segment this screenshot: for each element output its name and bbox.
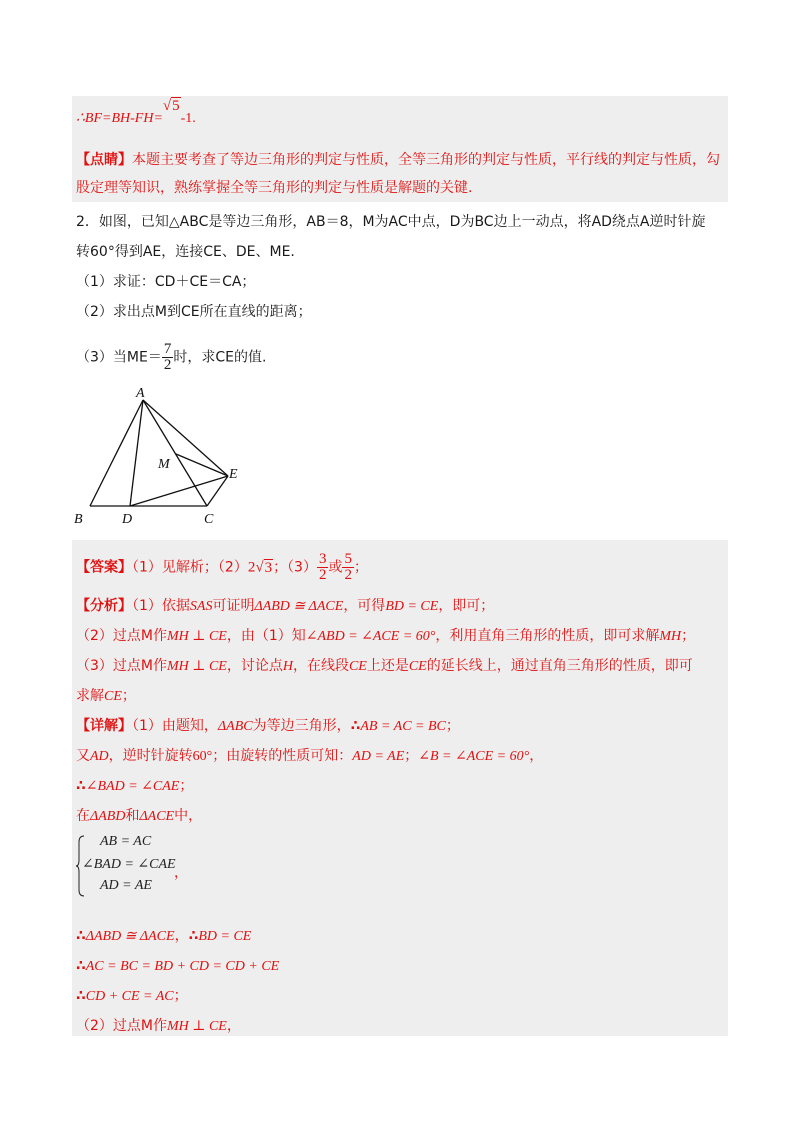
answer-part-1: （1）见解析；（2） <box>132 559 248 576</box>
segment-de <box>130 476 228 506</box>
fraction-three-halves: $\frac{3}{2}$ <box>318 551 327 583</box>
conclusion-suffix: -1. <box>180 111 196 126</box>
answer-part-2: ；（3） <box>273 559 317 576</box>
system-eq-1: AB = AC <box>100 834 152 849</box>
label-b: B <box>74 512 83 527</box>
label-m: M <box>158 457 170 472</box>
fraction-five-halves: $\frac{5}{2}$ <box>344 551 352 583</box>
answer-line <box>76 552 368 583</box>
comment-text-1: 本题主要考查了等边三角形的判定与性质，全等三角形的判定与性质，平行线的判定与性质，勾 <box>132 152 720 168</box>
detail-line-4: 在ΔABD和ΔACE中， <box>76 808 203 824</box>
question-2: （2）求出点M到CE所在直线的距离； <box>76 304 312 320</box>
system-end-comma: ， <box>174 865 188 881</box>
answer-or: 或 <box>328 559 343 576</box>
segment-ce <box>207 476 228 506</box>
question-3-prefix: （3）当ME＝ <box>76 349 162 366</box>
detail-line-6: ∴AC = BC = BD + CD = CD + CE <box>76 958 280 974</box>
analysis-line-2: （2）过点M作MH ⊥ CE，由（1）知∠ABD = ∠ACE = 60°，利用直角三角形的性质，即可求解MH； <box>76 628 696 644</box>
conclusion-prefix: ∴BF=BH-FH= <box>76 111 163 126</box>
comment-line-1 <box>76 150 720 170</box>
equation-system <box>76 834 216 898</box>
sqrt-five: √5 <box>162 98 180 114</box>
question-3 <box>76 342 266 373</box>
answer-end: ； <box>353 559 368 576</box>
answer-sqrt-coef: 2 <box>247 559 256 576</box>
detail-line-8: （2）过点M作MH ⊥ CE， <box>76 1018 241 1034</box>
answer-sqrt: √3 <box>255 559 273 576</box>
comment-tag: 【点睛】 <box>76 152 132 168</box>
segment-ac <box>143 400 207 506</box>
question-1: （1）求证：CD＋CE＝CA； <box>76 274 256 290</box>
fraction-seven-halves: $\frac{7}{2}$ <box>163 341 172 373</box>
segment-ad <box>130 400 143 506</box>
segment-me <box>176 454 228 476</box>
answer-tag: 【答案】 <box>76 559 132 576</box>
detail-line-2: 又AD，逆时针旋转60°；由旋转的性质可知：AD = AE；∠B = ∠ACE = 60°， <box>76 748 544 764</box>
analysis-line-1: 【分析】（1）依据SAS可证明ΔABD ≅ ΔACE，可得BD = CE，即可； <box>76 598 495 614</box>
label-a: A <box>136 386 145 401</box>
analysis-tag: 【分析】 <box>76 598 132 614</box>
comment-text-2: 股定理等知识，熟练掌握全等三角形的判定与性质是解题的关键. <box>76 180 473 196</box>
segment-ab <box>90 400 143 506</box>
problem-stem-1: 2．如图，已知△ABC是等边三角形，AB＝8，M为AC中点，D为BC边上一动点，将AD绕点A逆时针旋 <box>76 214 706 230</box>
detail-line-3: ∴∠BAD = ∠CAE； <box>76 778 194 794</box>
comment-line-2 <box>76 178 472 198</box>
detail-line-7: ∴CD + CE = AC； <box>76 988 188 1004</box>
solution-conclusion-line <box>76 98 196 129</box>
label-c: C <box>204 512 214 527</box>
question-3-suffix: 时，求CE的值. <box>173 349 267 366</box>
detail-line-5: ∴ΔABD ≅ ΔACE，∴BD = CE <box>76 928 252 944</box>
system-eq-3: AD = AE <box>100 878 152 893</box>
label-d: D <box>122 512 133 527</box>
system-eq-2: ∠BAD = ∠CAE <box>82 857 176 872</box>
analysis-line-3: （3）过点M作MH ⊥ CE，讨论点H，在线段CE上还是CE的延长线上，通过直角三角形的性质，即可 <box>76 658 693 674</box>
geometry-figure <box>60 380 260 530</box>
analysis-line-4: 求解CE； <box>76 688 136 704</box>
problem-stem-2: 转60°得到AE，连接CE、DE、ME. <box>76 244 295 260</box>
detail-line-1: 【详解】（1）由题知，ΔABC为等边三角形，∴AB = AC = BC； <box>76 718 460 734</box>
label-e: E <box>229 467 238 482</box>
detail-tag: 【详解】 <box>76 718 132 734</box>
segment-ae <box>143 400 228 476</box>
